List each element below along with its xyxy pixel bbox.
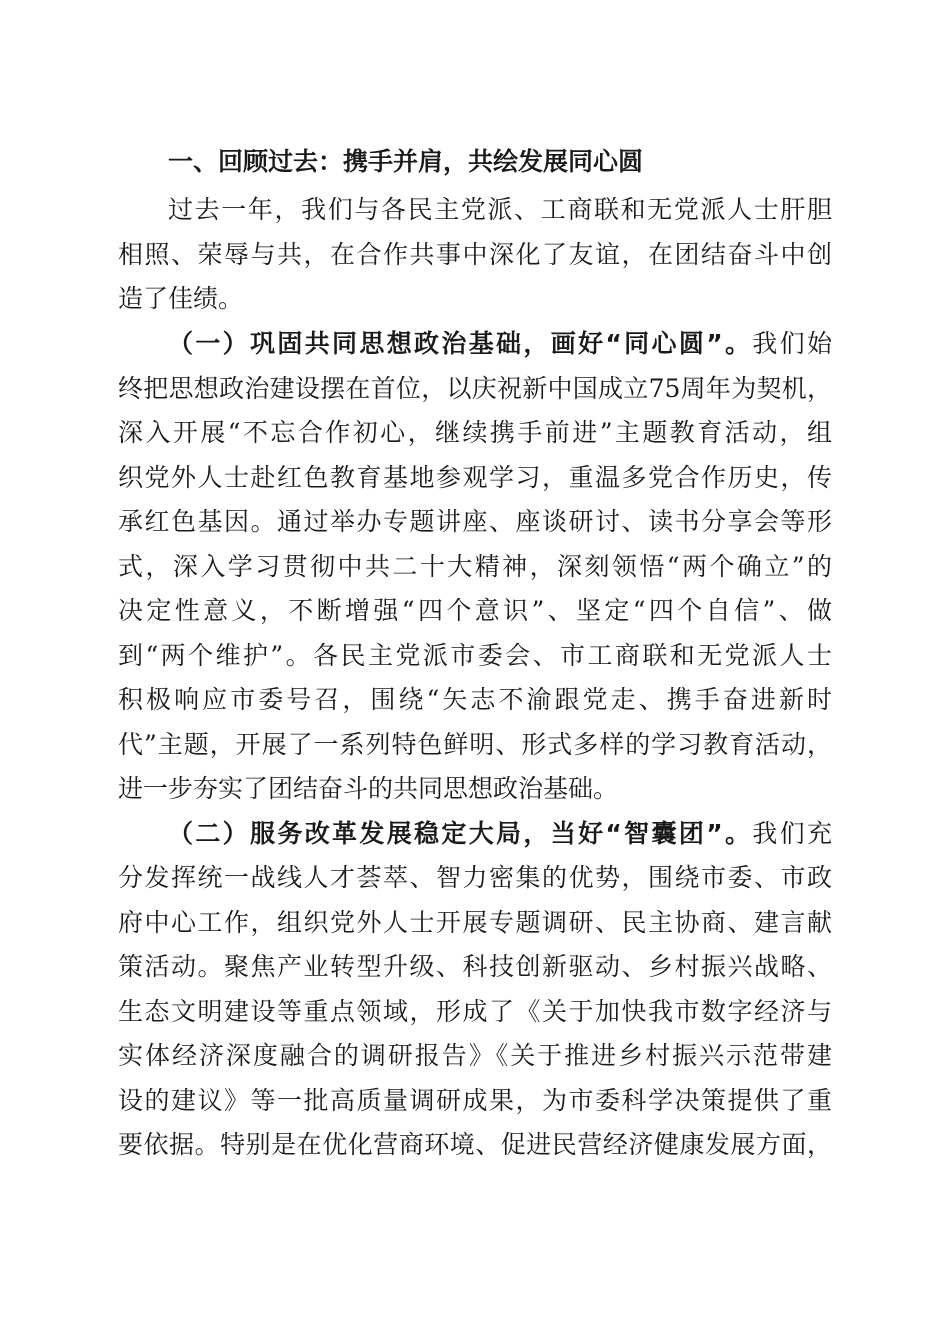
section1-line: 织党外人士赴红色教育基地参观学习，重温多党合作历史，传 bbox=[118, 463, 832, 492]
section1-line: 积极响应市委号召，围绕“矢志不渝跟党走、携手奋进新时 bbox=[118, 685, 832, 714]
section1-line: 决定性意义，不断增强“四个意识”、坚定“四个自信”、做 bbox=[118, 596, 832, 625]
section2-line: 生态文明建设等重点领域，形成了《关于加快我市数字经济与 bbox=[118, 997, 832, 1026]
section2-line: 府中心工作，组织党外人士开展专题调研、民主协商、建言献 bbox=[118, 908, 832, 937]
section1-line: 代”主题，开展了一系列特色鲜明、形式多样的学习教育活动， bbox=[118, 730, 832, 759]
section-heading: 一、回顾过去：携手并肩，共绘发展同心圆 bbox=[168, 147, 644, 176]
section1-title: （一）巩固共同思想政治基础，画好“同心圆”。 bbox=[168, 329, 753, 358]
section2-line: 设的建议》等一批高质量调研成果，为市委科学决策提供了重 bbox=[118, 1086, 832, 1115]
section1-line: 终把思想政治建设摆在首位，以庆祝新中国成立75周年为契机， bbox=[118, 374, 832, 403]
section1-first-line bbox=[168, 324, 832, 364]
section1-line: 深入开展“不忘合作初心，继续携手前进”主题教育活动，组 bbox=[118, 418, 832, 447]
section1-first-line-rest: 我们始 bbox=[752, 329, 832, 358]
section1-line: 进一步夯实了团结奋斗的共同思想政治基础。 bbox=[118, 774, 619, 803]
section2-line: 实体经济深度融合的调研报告》《关于推进乡村振兴示范带建 bbox=[118, 1041, 832, 1070]
section1-line: 到“两个维护”。各民主党派市委会、市工商联和无党派人士 bbox=[118, 641, 832, 670]
section2-line: 策活动。聚焦产业转型升级、科技创新驱动、乡村振兴战略、 bbox=[118, 952, 832, 981]
section2-line: 要依据。特别是在优化营商环境、促进民营经济健康发展方面， bbox=[118, 1130, 832, 1159]
section1-line: 式，深入学习贯彻中共二十大精神，深刻领悟“两个确立”的 bbox=[118, 552, 832, 581]
intro-line-2: 相照、荣辱与共，在合作共事中深化了友谊，在团结奋斗中创 bbox=[118, 240, 832, 269]
section2-first-line-rest: 我们充 bbox=[752, 819, 832, 848]
section2-line: 分发挥统一战线人才荟萃、智力密集的优势，围绕市委、市政 bbox=[118, 863, 832, 892]
intro-line-3: 造了佳绩。 bbox=[118, 284, 244, 313]
section2-title: （二）服务改革发展稳定大局，当好“智囊团”。 bbox=[168, 819, 753, 848]
intro-line-1: 过去一年，我们与各民主党派、工商联和无党派人士肝胆 bbox=[168, 195, 832, 224]
section2-first-line bbox=[168, 814, 832, 854]
section1-line: 承红色基因。通过举办专题讲座、座谈研讨、读书分享会等形 bbox=[118, 507, 832, 536]
